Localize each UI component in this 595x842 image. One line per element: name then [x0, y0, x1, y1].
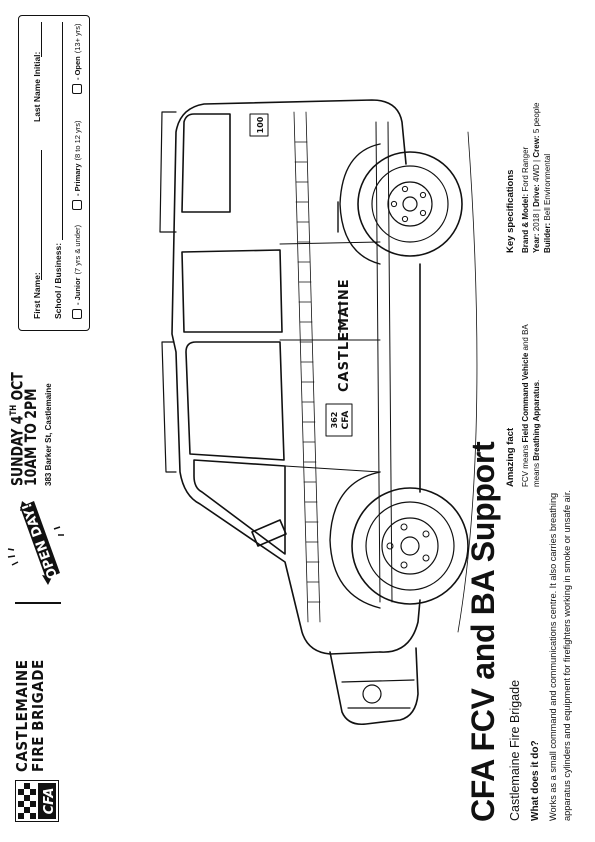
first-name-label: First Name: [32, 272, 42, 319]
category-open-label: - Open [72, 56, 82, 80]
door-badge [326, 404, 352, 436]
amazing-fact-heading: Amazing fact [505, 427, 516, 487]
vehicle-body-outline [172, 100, 406, 654]
front-window [186, 342, 284, 460]
door-text: CASTLEMAINE [337, 278, 352, 392]
spec-separator: | [532, 206, 541, 214]
header-divider [15, 602, 61, 604]
brigade-name-line1: CASTLEMAINE [13, 659, 31, 772]
category-junior-label: - Junior [72, 277, 82, 305]
spec-builder [542, 13, 553, 253]
rear-window [182, 250, 282, 332]
school-business-field[interactable] [62, 22, 63, 240]
page-subtitle: Castlemaine Fire Brigade [508, 679, 522, 821]
event-address: 383 Barker St, Castlemaine [44, 383, 53, 486]
spec-crew-value: 5 people [532, 102, 541, 136]
key-specifications-list [520, 13, 553, 253]
cfa-logo-text: CFA [42, 787, 57, 815]
cfa-logo-icon [15, 780, 59, 822]
spec-separator: | [532, 157, 541, 165]
amazing-fact-part1: FCV means [521, 442, 530, 487]
spec-drive-value: 4WD [532, 164, 541, 185]
amazing-fact-body [520, 317, 542, 487]
rear-number: 100 [256, 116, 265, 134]
amazing-fact-part2: and BA means [521, 324, 541, 487]
category-primary-detail: (8 to 12 yrs) [72, 120, 82, 161]
key-specifications-heading: Key specifications [505, 169, 516, 253]
spec-crew-label: Crew: [532, 135, 541, 158]
category-junior-detail: (7 yrs & under) [72, 224, 82, 275]
page-title: CFA FCV and BA Support [465, 441, 501, 822]
event-date-suffix: TH [9, 404, 19, 416]
event-date-day: SUNDAY 4 [7, 415, 27, 486]
category-open-detail: (13+ yrs) [72, 23, 82, 54]
spec-builder-value: Bell Environmental [543, 153, 552, 223]
spec-year-drive-crew [531, 13, 542, 253]
amazing-fact-part3: . [532, 379, 541, 382]
door-badge-cfa: CFA [341, 410, 351, 430]
checker-band [294, 112, 320, 622]
spec-year-label: Year: [532, 233, 541, 253]
open-day-badge-icon [4, 499, 70, 587]
rear-wheel [358, 152, 462, 256]
door-badge-number: 362 [330, 411, 339, 429]
spec-brand-model [520, 13, 531, 253]
category-primary-label: - Primary [72, 163, 82, 196]
first-name-field[interactable] [41, 150, 42, 280]
event-time: 10AM TO 2PM [21, 388, 40, 486]
brigade-name-line2: FIRE BRIGADE [29, 659, 47, 772]
open-day-badge-text: OPEN DAY! [19, 500, 62, 581]
front-wheel [352, 488, 468, 604]
last-name-initial-label: Last Name Initial: [32, 51, 42, 122]
bull-bar [330, 648, 418, 724]
rear-number-badge [250, 114, 268, 136]
brigade-name [14, 659, 46, 772]
vehicle-line-drawing [80, 72, 520, 772]
spec-builder-label: Builder: [543, 222, 552, 253]
spec-brand-value: Ford Ranger [521, 146, 530, 194]
event-date-month: OCT [7, 372, 27, 405]
what-does-it-do-body: Works as a small command and communications centre. It also carries breathing apparatus cylinders and equipment for firefighters working in smoke or unsafe air. [548, 490, 572, 821]
spec-drive-label: Drive: [532, 184, 541, 207]
canopy-window [182, 114, 230, 212]
amazing-fact-term2: Breathing Apparatus [532, 381, 541, 461]
school-business-label: School / Business: [53, 242, 63, 319]
spec-brand-label: Brand & Model: [521, 193, 530, 253]
amazing-fact-term1: Field Command Vehicle [521, 352, 530, 443]
what-does-it-do-heading: What does it do? [530, 740, 541, 821]
last-name-initial-field[interactable] [41, 22, 42, 57]
spec-year-value: 2018 [532, 213, 541, 234]
